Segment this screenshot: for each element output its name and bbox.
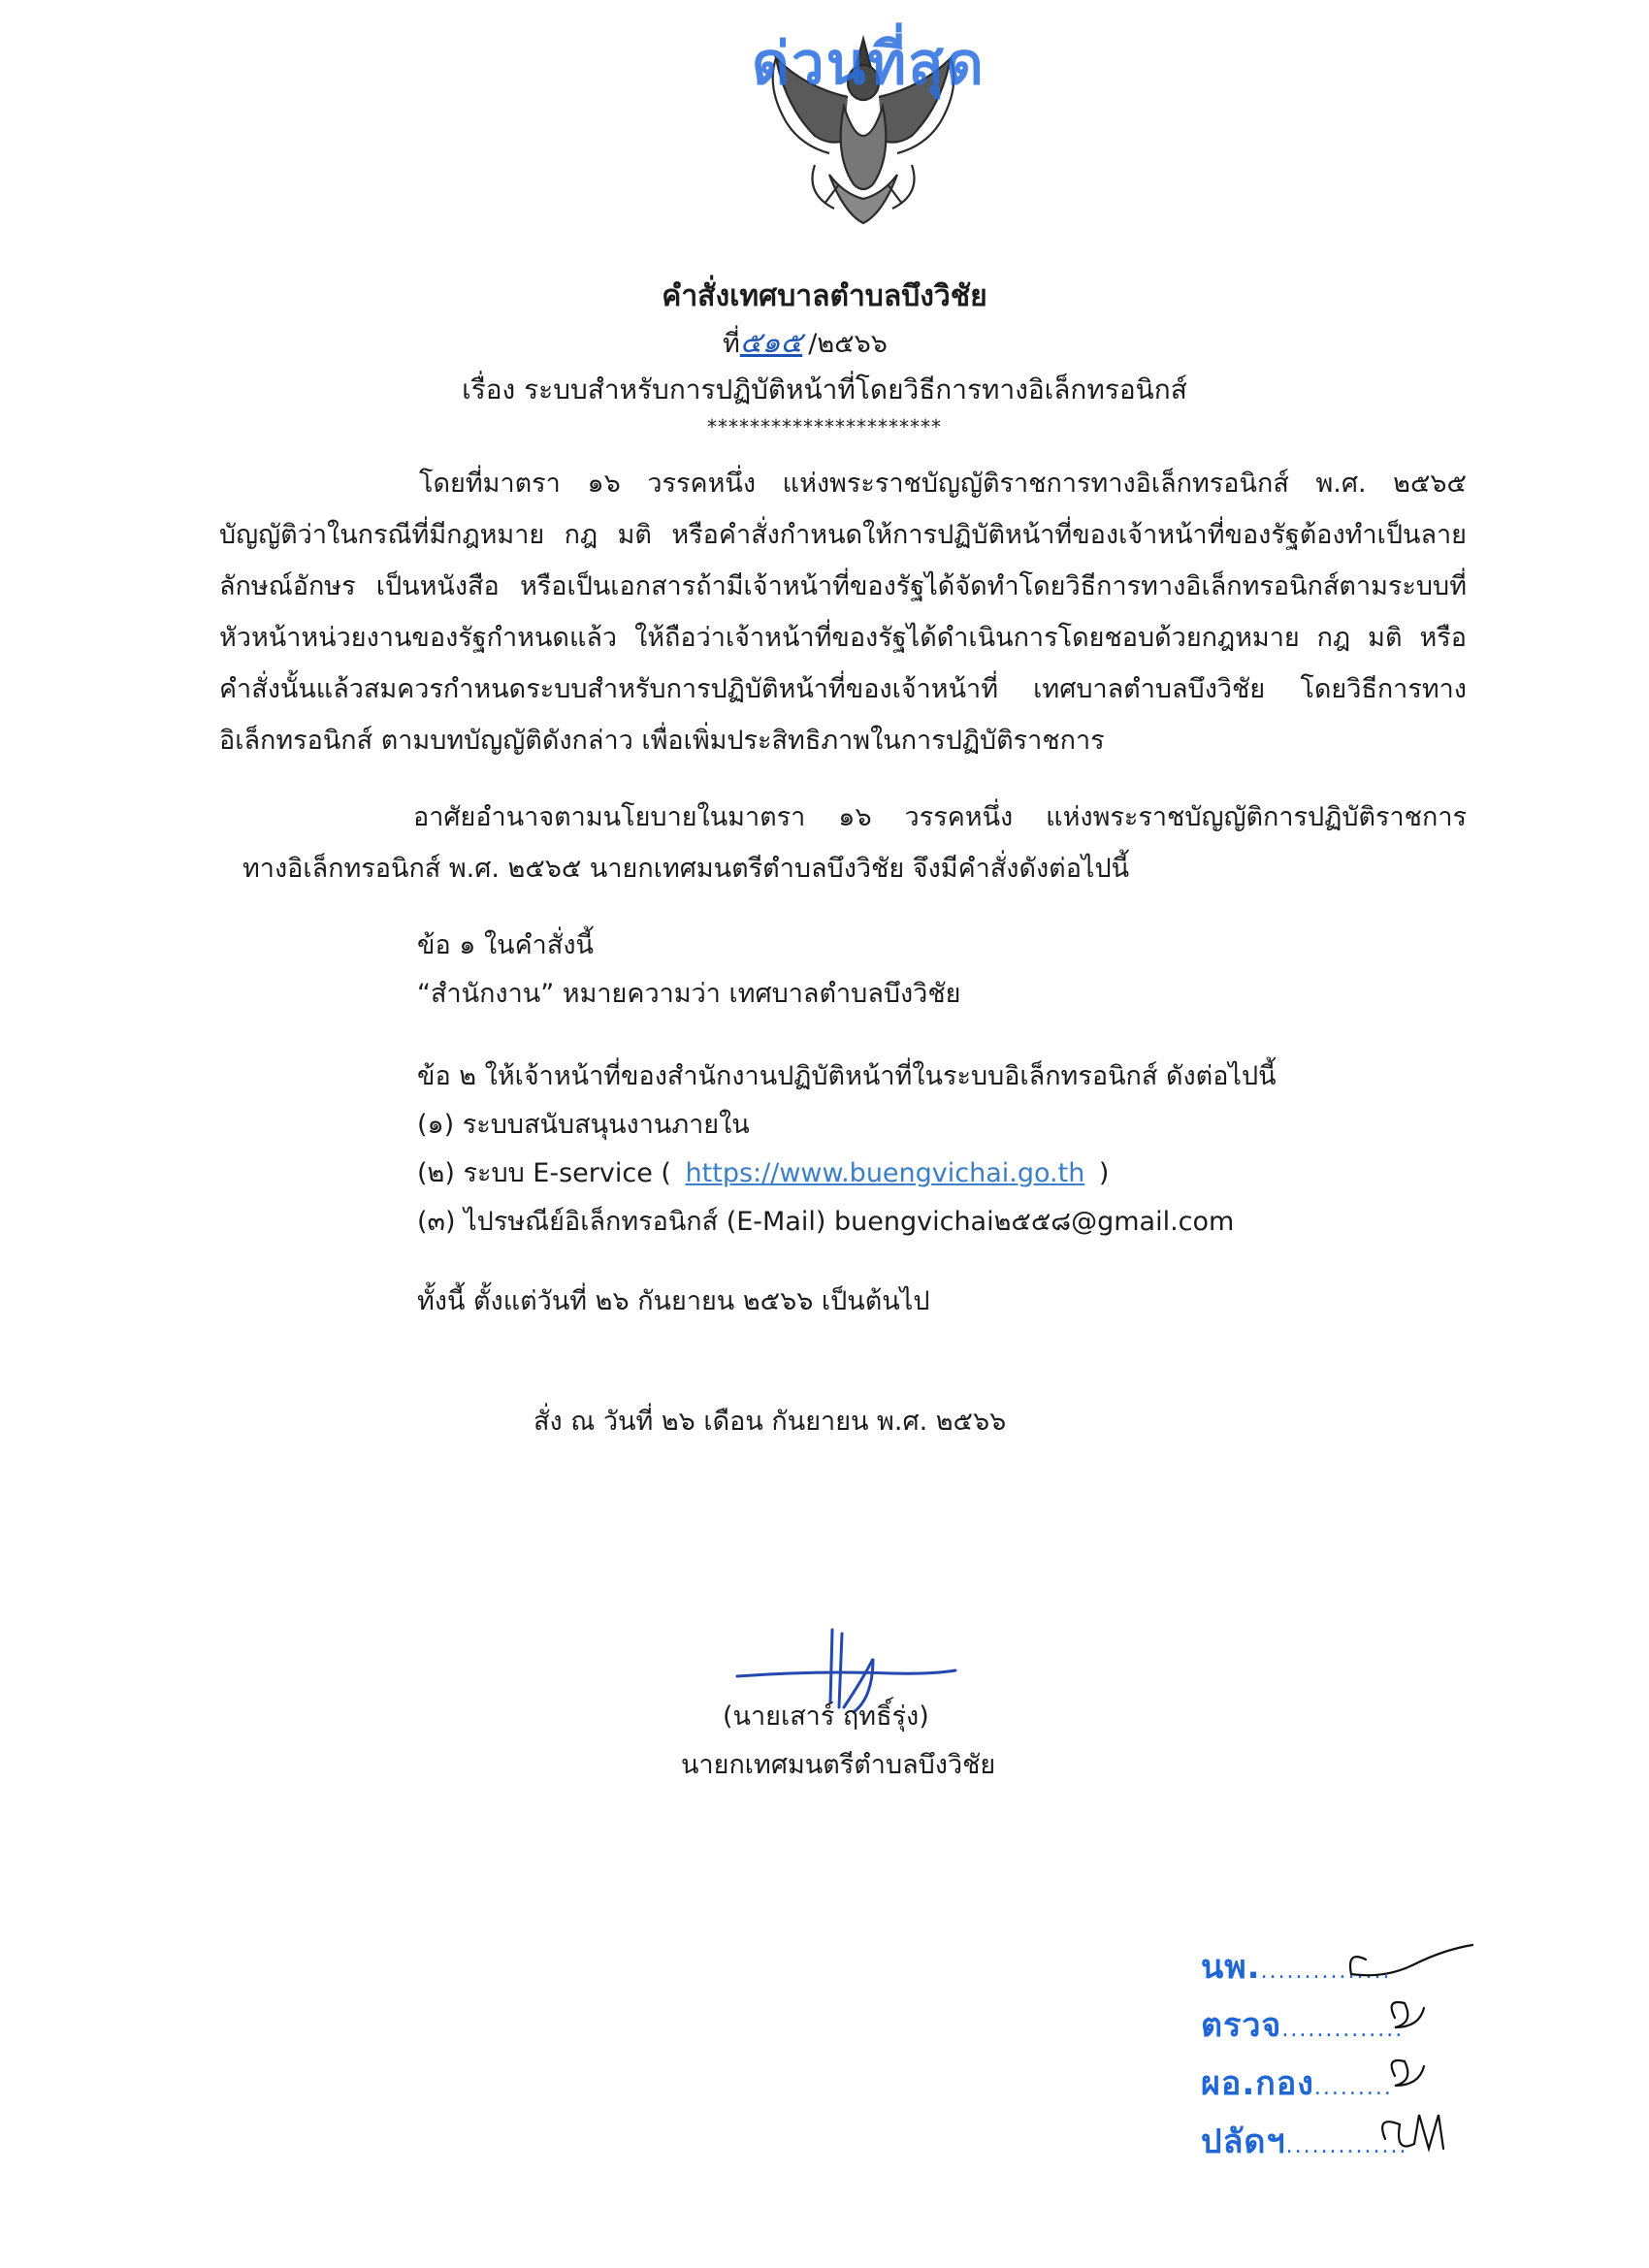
routing-dots: ............... [1260, 1960, 1392, 1984]
order-number-handwritten: ๕๑๕ [739, 326, 803, 360]
order-number [723, 324, 888, 364]
website-link[interactable]: https://www.buengvichai.go.th [685, 1158, 1085, 1188]
title-divider: ********************** [707, 415, 942, 438]
routing-initials [1327, 1930, 1579, 2183]
clause-1-definition: “สำนักงาน” หมายความว่า เทศบาลตำบลบึงวิชัย [417, 979, 961, 1009]
paragraph-1-line: คำสั่งนั้นแล้วสมควรกำหนดระบบสำหรับการปฏิบัติหน้าที่ของเจ้าหน้าที่ เทศบาลตำบลบึงวิชัย โดยวิธีการทาง [219, 674, 1467, 704]
paragraph-2 [242, 792, 1467, 894]
routing-stamp [1201, 1940, 1608, 2183]
signer-position: นายกเทศมนตรีตำบลบึงวิชัย [681, 1750, 996, 1780]
clause-1-title: ข้อ ๑ ในคำสั่งนี้ [417, 930, 594, 960]
item-2-suffix: ) [1098, 1158, 1110, 1188]
effective-date: ทั้งนี้ ตั้งแต่วันที่ ๒๖ กันยายน ๒๕๖๖ เป็นต้นไป [417, 1286, 930, 1316]
clause-2-title: ข้อ ๒ ให้เจ้าหน้าที่ของสำนักงานปฏิบัติหน้าที่ในระบบอิเล็กทรอนิกส์ ดังต่อไปนี้ [417, 1061, 1277, 1091]
order-number-year: /๒๕๖๖ [808, 329, 888, 359]
routing-label: ผอ.กอง [1201, 2064, 1314, 2103]
order-number-prefix: ที่ [723, 329, 740, 359]
item-1: (๑) ระบบสนับสนุนงานภายใน [417, 1110, 750, 1140]
item-3: (๓) ไปรษณีย์อิเล็กทรอนิกส์ (E-Mail) buengvichai๒๕๕๘@gmail.com [417, 1207, 1235, 1237]
item-2 [417, 1154, 1109, 1193]
routing-dots: .............. [1281, 2018, 1405, 2042]
routing-dots: .............. [1285, 2134, 1408, 2158]
paragraph-1-line: โดยที่มาตรา ๑๖ วรรคหนึ่ง แห่งพระราชบัญญัติราชการทางอิเล็กทรอนิกส์ พ.ศ. ๒๕๖๕ [419, 469, 1467, 499]
paragraph-1-line: อิเล็กทรอนิกส์ ตามบทบัญญัติดังกล่าว เพื่อเพิ่มประสิทธิภาพในการปฏิบัติราชการ [219, 726, 1105, 756]
urgent-stamp: ด่วนที่สุด [752, 30, 986, 98]
paragraph-1 [219, 458, 1467, 766]
order-title: คำสั่งเทศบาลตำบลบึงวิชัย [662, 279, 987, 313]
routing-label: ตรวจ [1201, 2006, 1282, 2045]
routing-label: นพ. [1201, 1948, 1261, 1987]
paragraph-1-line: หัวหน้าหน่วยงานของรัฐกำหนดแล้ว ให้ถือว่าเจ้าหน้าที่ของรัฐได้ดำเนินการโดยชอบด้วยกฎหมาย กฎ มติ หรือ [219, 623, 1467, 653]
routing-label: ปลัดฯ [1201, 2122, 1286, 2161]
routing-dots: ......... [1313, 2076, 1393, 2100]
paragraph-2-line: อาศัยอำนาจตามนโยบายในมาตรา ๑๖ วรรคหนึ่ง แห่งพระราชบัญญัติการปฏิบัติราชการ [413, 802, 1467, 832]
ordered-date: สั่ง ณ วันที่ ๒๖ เดือน กันยายน พ.ศ. ๒๕๖๖ [534, 1407, 1007, 1437]
item-2-prefix: (๒) ระบบ E-service ( [417, 1158, 671, 1188]
paragraph-1-line: ลักษณ์อักษร เป็นหนังสือ หรือเป็นเอกสารถ้ามีเจ้าหน้าที่ของรัฐได้จัดทำโดยวิธีการทางอิเล็กทรอนิกส์ตามระบบที่ [219, 571, 1467, 601]
signer-name: (นายเสาร์ ฤทธิ์รุ่ง) [723, 1701, 929, 1732]
paragraph-2-line: ทางอิเล็กทรอนิกส์ พ.ศ. ๒๕๖๕ นายกเทศมนตรีตำบลบึงวิชัย จึงมีคำสั่งดังต่อไปนี้ [242, 854, 1130, 884]
paragraph-1-line: บัญญัติว่าในกรณีที่มีกฎหมาย กฎ มติ หรือคำสั่งกำหนดให้การปฏิบัติหน้าที่ของเจ้าหน้าที่ของรัฐต้องทำเป็นลาย [219, 520, 1467, 550]
subject: เรื่อง ระบบสำหรับการปฏิบัติหน้าที่โดยวิธีการทางอิเล็กทรอนิกส์ [462, 373, 1187, 405]
